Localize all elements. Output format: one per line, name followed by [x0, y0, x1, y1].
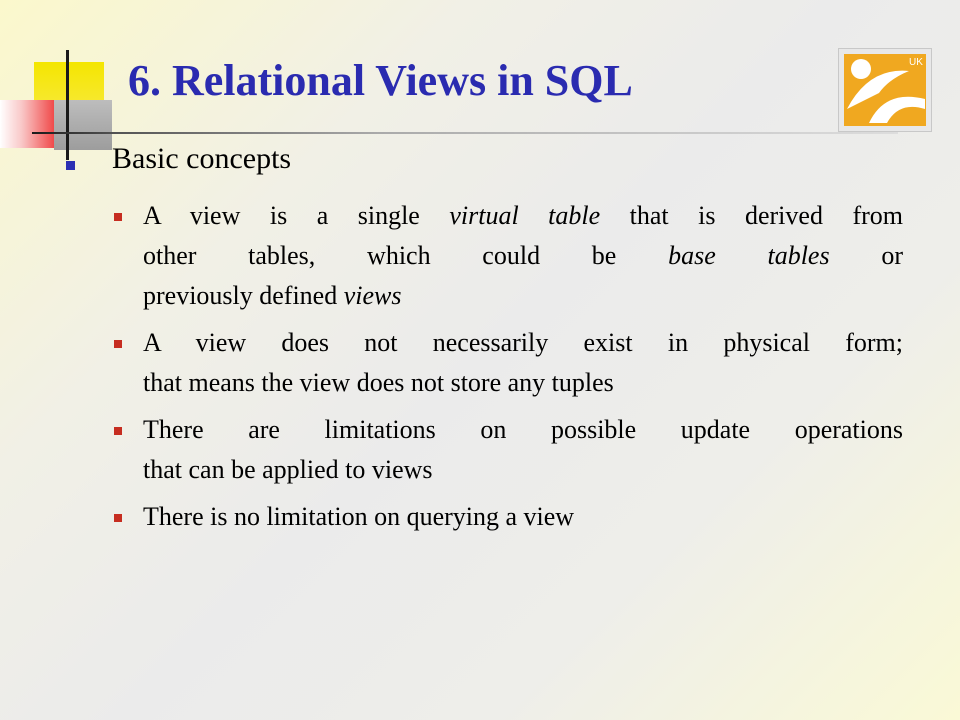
- slide-title: 6. Relational Views in SQL: [128, 56, 633, 105]
- bullet-emphasis: virtual table: [449, 201, 601, 230]
- university-logo: [838, 48, 932, 132]
- bullet-line: [143, 196, 903, 236]
- bullet-item: [143, 497, 903, 537]
- bullet-line: [143, 276, 903, 316]
- bullet-line: [143, 497, 903, 537]
- decor-vertical-line: [66, 50, 69, 160]
- logo-text: UK: [909, 57, 923, 68]
- bullet-text: that can be applied to views: [143, 455, 433, 484]
- bullet-text: that is derived from: [600, 201, 903, 230]
- heading-bullet-icon: [66, 161, 75, 170]
- bullet-text: that means the view does not store any tuples: [143, 368, 614, 397]
- decor-grey-square: [54, 100, 112, 150]
- bullet-item: [143, 323, 903, 403]
- bullet-line: [143, 410, 903, 450]
- bullet-icon: [114, 427, 122, 435]
- bullet-line: [143, 323, 903, 363]
- bullet-emphasis: views: [343, 281, 402, 310]
- bullet-icon: [114, 340, 122, 348]
- bullet-text: There is no limitation on querying a view: [143, 502, 575, 531]
- bullet-item: [143, 196, 903, 316]
- bullet-line: [143, 450, 903, 490]
- bullet-icon: [114, 213, 122, 221]
- bullet-text: or: [829, 241, 903, 270]
- bullet-text: previously defined: [143, 281, 344, 310]
- bullet-text: There are limitations on possible update operations: [143, 415, 903, 444]
- bullet-item: [143, 410, 903, 490]
- bullet-text: A view is a single: [143, 201, 450, 230]
- bullet-line: [143, 363, 903, 403]
- section-heading: Basic concepts: [112, 142, 292, 175]
- bullet-text: other tables, which could be: [143, 241, 669, 270]
- logo-emblem-icon: [839, 49, 931, 131]
- bullet-icon: [114, 514, 122, 522]
- title-underline: [32, 132, 898, 134]
- bullet-text: A view does not necessarily exist in physical form;: [143, 328, 903, 357]
- bullet-line: [143, 236, 903, 276]
- decor-red-block: [0, 100, 54, 148]
- bullet-emphasis: base tables: [668, 241, 830, 270]
